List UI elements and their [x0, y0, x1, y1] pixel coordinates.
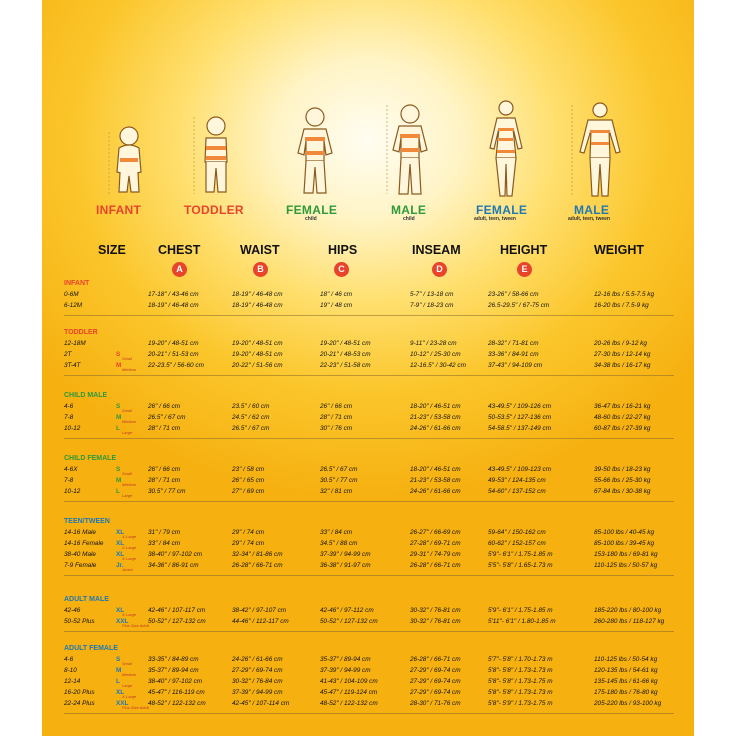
- table-row: [64, 477, 674, 488]
- cell-inseam: 28-30" / 71-76 cm: [410, 700, 461, 707]
- cell-inseam: 18-20" / 46-51 cm: [410, 403, 461, 410]
- cell-height: 5'9"- 6'1" / 1.75-1.85 m: [488, 551, 553, 558]
- table-row: [64, 414, 674, 425]
- table-row: [64, 667, 674, 678]
- cell-height: 5'8"- 5'8" / 1.73-1.73 m: [488, 667, 553, 674]
- infant-figure: [105, 122, 149, 197]
- cell-name: 2T: [64, 351, 72, 358]
- cell-waist: 23.5" / 60 cm: [232, 403, 270, 410]
- cell-size: M: [116, 362, 122, 369]
- cell-hips: 34.5" / 88 cm: [320, 540, 358, 547]
- cell-hips: 19-20" / 48-51 cm: [320, 340, 371, 347]
- table-row: [64, 291, 674, 302]
- cell-weight: 110-125 lbs / 50-54 kg: [594, 656, 658, 663]
- cell-name: 4-6: [64, 656, 74, 663]
- cell-sub: Medium: [122, 419, 137, 424]
- cell-chest: 33-35" / 84-89 cm: [148, 656, 199, 663]
- badge-height: E: [517, 262, 532, 277]
- cell-hips: 22-23" / 51-58 cm: [320, 362, 371, 369]
- cell-weight: 27-30 lbs / 12-14 kg: [594, 351, 651, 358]
- cell-name: 14-16 Female: [64, 540, 104, 547]
- section-divider: [64, 631, 674, 632]
- cell-name: 14-16 Male: [64, 529, 96, 536]
- cell-waist: 26.5" / 67 cm: [232, 425, 270, 432]
- cell-height: 28-32" / 71-81 cm: [488, 340, 539, 347]
- cell-weight: 205-220 lbs / 93-100 kg: [594, 700, 662, 707]
- table-row: [64, 656, 674, 667]
- cell-sub: Small: [122, 356, 133, 361]
- cell-waist: 26-28" / 66-71 cm: [232, 562, 283, 569]
- right-margin: [694, 0, 736, 736]
- cell-height: 54-60" / 137-152 cm: [488, 488, 546, 495]
- cell-size: XL: [116, 529, 125, 536]
- cell-height: 43-49.5" / 109-123 cm: [488, 466, 552, 473]
- cell-inseam: 21-23" / 53-58 cm: [410, 414, 461, 421]
- table-row: [64, 678, 674, 689]
- male-adult-figure: [568, 100, 624, 198]
- female-child-figure: [290, 105, 340, 197]
- cell-waist: 44-46" / 112-117 cm: [232, 618, 289, 625]
- cell-chest: 22-23.5" / 56-60 cm: [148, 362, 204, 369]
- cell-chest: 42-46" / 107-117 cm: [148, 607, 206, 614]
- cell-size: XL: [116, 540, 125, 547]
- cell-weight: 34-38 lbs / 16-17 kg: [594, 362, 651, 369]
- cell-waist: 26" / 65 cm: [232, 477, 265, 484]
- cell-name: 3T-4T: [64, 362, 81, 369]
- cell-sub: Medium: [122, 672, 137, 677]
- section-divider: [64, 713, 674, 714]
- male-child-figure: [383, 100, 433, 197]
- table-row: [64, 425, 674, 436]
- section-title: TODDLER: [64, 329, 98, 336]
- section-title: ADULT MALE: [64, 596, 109, 603]
- cell-height: 59-64" / 150-162 cm: [488, 529, 546, 536]
- cell-waist: 18-19" / 46-48 cm: [232, 302, 283, 309]
- cell-hips: 37-39" / 94-99 cm: [320, 667, 371, 674]
- cell-waist: 20-22" / 51-56 cm: [232, 362, 283, 369]
- cell-size: M: [116, 414, 122, 421]
- cell-chest: 33" / 84 cm: [148, 540, 181, 547]
- cell-size: L: [116, 488, 120, 495]
- cell-inseam: 26-28" / 66-71 cm: [410, 562, 461, 569]
- section-divider: [64, 315, 674, 316]
- cell-size: XXL: [116, 618, 129, 625]
- cell-chest: 19-20" / 48-51 cm: [148, 340, 199, 347]
- cell-weight: 85-100 lbs / 39-45 kg: [594, 540, 655, 547]
- cell-inseam: 27-29" / 69-74 cm: [410, 678, 461, 685]
- cell-sub: Medium: [122, 367, 137, 372]
- cell-inseam: 10-12" / 25-30 cm: [410, 351, 461, 358]
- cell-sub: Large: [122, 430, 133, 435]
- toddler-figure: [190, 112, 236, 197]
- cell-weight: 135-145 lbs / 61-66 kg: [594, 678, 658, 685]
- cell-height: 43-49.5" / 109-126 cm: [488, 403, 552, 410]
- figure-sub-male-child: child: [403, 216, 415, 222]
- section-title: CHILD FEMALE: [64, 455, 117, 462]
- cell-waist: 27-29" / 69-74 cm: [232, 667, 283, 674]
- cell-waist: 19-20" / 48-51 cm: [232, 351, 283, 358]
- cell-waist: 23" / 58 cm: [232, 466, 265, 473]
- cell-sub: Medium: [122, 482, 137, 487]
- cell-height: 5'11"- 6'1" / 1.80-1.85 m: [488, 618, 556, 625]
- cell-sub: X-Large: [122, 694, 137, 699]
- cell-sub: Large: [122, 683, 133, 688]
- cell-waist: 27" / 69 cm: [232, 488, 265, 495]
- cell-name: 10-12: [64, 488, 81, 495]
- cell-height: 23-26" / 58-66 cm: [488, 291, 539, 298]
- cell-hips: 26.5" / 67 cm: [320, 466, 358, 473]
- cell-height: 54-58.5" / 137-149 cm: [488, 425, 552, 432]
- figure-label-infant: INFANT: [96, 203, 142, 217]
- column-header-chest: CHEST: [158, 243, 201, 257]
- cell-height: 26.5-29.5" / 67-75 cm: [488, 302, 550, 309]
- cell-hips: 20-21" / 48-53 cm: [320, 351, 371, 358]
- cell-chest: 38-40" / 97-102 cm: [148, 551, 203, 558]
- table-row: [64, 607, 674, 618]
- cell-weight: 12-16 lbs / 5.5-7.5 kg: [594, 291, 655, 298]
- column-header-weight: WEIGHT: [594, 243, 644, 257]
- section-divider: [64, 375, 674, 376]
- cell-weight: 55-66 lbs / 25-30 kg: [594, 477, 651, 484]
- cell-sub: Plus Size Adult: [122, 705, 149, 710]
- cell-hips: 36-38" / 91-97 cm: [320, 562, 371, 569]
- cell-name: 7-8: [64, 477, 74, 484]
- cell-hips: 32" / 81 cm: [320, 488, 353, 495]
- cell-hips: 35-37" / 89-94 cm: [320, 656, 371, 663]
- cell-size: M: [116, 667, 122, 674]
- badge-chest: A: [172, 262, 187, 277]
- cell-inseam: 12-16.5" / 30-42 cm: [410, 362, 466, 369]
- cell-height: 5'8"- 5'9" / 1.73-1.75 m: [488, 700, 553, 707]
- cell-inseam: 21-23" / 53-58 cm: [410, 477, 461, 484]
- cell-sub: X-Large: [122, 612, 137, 617]
- cell-weight: 153-180 lbs / 69-81 kg: [594, 551, 658, 558]
- cell-inseam: 5-7" / 13-18 cm: [410, 291, 454, 298]
- cell-weight: 60-87 lbs / 27-39 kg: [594, 425, 651, 432]
- section-title: TEEN/TWEEN: [64, 518, 110, 525]
- cell-chest: 31" / 79 cm: [148, 529, 181, 536]
- cell-inseam: 7-9" / 18-23 cm: [410, 302, 454, 309]
- cell-weight: 175-180 lbs / 76-80 kg: [594, 689, 658, 696]
- cell-chest: 34-36" / 86-91 cm: [148, 562, 199, 569]
- cell-waist: 29" / 74 cm: [232, 529, 265, 536]
- cell-chest: 20-21" / 51-53 cm: [148, 351, 199, 358]
- cell-sub: X-Large: [122, 556, 137, 561]
- cell-size: S: [116, 466, 121, 473]
- table-row: [64, 302, 674, 313]
- cell-size: XL: [116, 607, 125, 614]
- cell-chest: 35-37" / 89-94 cm: [148, 667, 199, 674]
- cell-hips: 19" / 48 cm: [320, 302, 353, 309]
- table-row: [64, 340, 674, 351]
- cell-chest: 18-19" / 46-48 cm: [148, 302, 199, 309]
- table-row: [64, 488, 674, 499]
- cell-size: L: [116, 425, 120, 432]
- badge-inseam: D: [432, 262, 447, 277]
- cell-name: 16-20 Plus: [64, 689, 95, 696]
- cell-size: Jr.: [116, 562, 124, 569]
- cell-waist: 30-32" / 76-84 cm: [232, 678, 283, 685]
- cell-chest: 26" / 66 cm: [148, 403, 181, 410]
- cell-inseam: 9-11" / 23-28 cm: [410, 340, 457, 347]
- cell-sub: X-Large: [122, 545, 137, 550]
- cell-height: 49-53" / 124-135 cm: [488, 477, 546, 484]
- cell-waist: 42-45" / 107-114 cm: [232, 700, 290, 707]
- section-title: CHILD MALE: [64, 392, 108, 399]
- figure-sub-male-adult: adult, teen, tween: [568, 216, 610, 222]
- table-row: [64, 403, 674, 414]
- cell-name: 7-8: [64, 414, 74, 421]
- cell-weight: 20-26 lbs / 9-12 kg: [594, 340, 647, 347]
- badge-waist: B: [253, 262, 268, 277]
- cell-size: S: [116, 656, 121, 663]
- section-divider: [64, 501, 674, 502]
- table-row: [64, 540, 674, 551]
- section-title: ADULT FEMALE: [64, 645, 118, 652]
- table-row: [64, 529, 674, 540]
- cell-height: 5'8"- 5'8" / 1.73-1.73 m: [488, 689, 553, 696]
- cell-weight: 120-135 lbs / 54-61 kg: [594, 667, 658, 674]
- cell-chest: 26.5" / 67 cm: [148, 414, 186, 421]
- cell-chest: 28" / 71 cm: [148, 477, 181, 484]
- table-row: [64, 700, 674, 711]
- cell-size: S: [116, 351, 121, 358]
- cell-sub: Small: [122, 471, 133, 476]
- cell-waist: 18-19" / 46-48 cm: [232, 291, 283, 298]
- cell-inseam: 26-28" / 66-71 cm: [410, 656, 461, 663]
- cell-name: 4-6: [64, 403, 74, 410]
- cell-sub: X-Large: [122, 534, 137, 539]
- cell-hips: 37-39" / 94-99 cm: [320, 551, 371, 558]
- section-divider: [64, 438, 674, 439]
- cell-weight: 16-20 lbs / 7.5-9 kg: [594, 302, 649, 309]
- cell-chest: 30.5" / 77 cm: [148, 488, 186, 495]
- cell-height: 5'5"- 5'8" / 1.65-1.73 m: [488, 562, 553, 569]
- cell-waist: 37-39" / 94-99 cm: [232, 689, 283, 696]
- cell-name: 12-18M: [64, 340, 86, 347]
- cell-hips: 50-52" / 127-132 cm: [320, 618, 378, 625]
- cell-hips: 45-47" / 119-124 cm: [320, 689, 378, 696]
- cell-name: 0-6M: [64, 291, 79, 298]
- column-header-inseam: INSEAM: [412, 243, 461, 257]
- table-row: [64, 551, 674, 562]
- female-adult-figure: [478, 98, 532, 198]
- cell-sub: Small: [122, 661, 133, 666]
- column-header-hips: HIPS: [328, 243, 358, 257]
- cell-sub: Plus Size Adult: [122, 623, 149, 628]
- figure-label-female-child: FEMALE: [286, 203, 338, 217]
- cell-name: 10-12: [64, 425, 81, 432]
- cell-size: XL: [116, 689, 125, 696]
- cell-hips: 48-52" / 122-132 cm: [320, 700, 378, 707]
- cell-inseam: 27-29" / 69-74 cm: [410, 667, 461, 674]
- figure-label-male-adult: MALE: [574, 203, 610, 217]
- cell-chest: 17-18" / 43-46 cm: [148, 291, 199, 298]
- cell-inseam: 29-31" / 74-79 cm: [410, 551, 461, 558]
- cell-height: 37-43" / 94-109 cm: [488, 362, 543, 369]
- cell-inseam: 30-32" / 76-81 cm: [410, 607, 461, 614]
- cell-weight: 85-100 lbs / 40-45 kg: [594, 529, 655, 536]
- table-row: [64, 466, 674, 477]
- table-row: [64, 351, 674, 362]
- cell-name: 7-9 Female: [64, 562, 97, 569]
- cell-inseam: 24-26" / 61-66 cm: [410, 425, 461, 432]
- cell-chest: 48-52" / 122-132 cm: [148, 700, 206, 707]
- cell-size: S: [116, 403, 121, 410]
- table-row: [64, 618, 674, 629]
- cell-sub: Small: [122, 408, 133, 413]
- cell-name: 42-46: [64, 607, 81, 614]
- column-header-height: HEIGHT: [500, 243, 548, 257]
- column-header-size: SIZE: [98, 243, 126, 257]
- cell-size: L: [116, 678, 120, 685]
- figure-sub-female-adult: adult, teen, tween: [474, 216, 516, 222]
- cell-hips: 18" / 46 cm: [320, 291, 353, 298]
- figure-label-male-child: MALE: [391, 203, 427, 217]
- cell-height: 33-36" / 84-91 cm: [488, 351, 539, 358]
- cell-weight: 260-280 lbs / 118-127 kg: [594, 618, 665, 625]
- cell-hips: 33" / 84 cm: [320, 529, 353, 536]
- section-divider: [64, 575, 674, 576]
- cell-chest: 38-40" / 97-102 cm: [148, 678, 203, 685]
- cell-waist: 38-42" / 97-107 cm: [232, 607, 287, 614]
- cell-inseam: 27-29" / 69-74 cm: [410, 689, 461, 696]
- badge-hips: C: [334, 262, 349, 277]
- cell-name: 4-6X: [64, 466, 78, 473]
- cell-hips: 41-43" / 104-109 cm: [320, 678, 378, 685]
- cell-name: 6-12M: [64, 302, 83, 309]
- cell-inseam: 30-32" / 76-81 cm: [410, 618, 461, 625]
- cell-name: 22-24 Plus: [64, 700, 95, 707]
- cell-chest: 26" / 66 cm: [148, 466, 181, 473]
- column-header-waist: WAIST: [240, 243, 280, 257]
- cell-inseam: 24-26" / 61-66 cm: [410, 488, 461, 495]
- cell-chest: 28" / 71 cm: [148, 425, 181, 432]
- cell-name: 38-40 Male: [64, 551, 96, 558]
- cell-waist: 19-20" / 48-51 cm: [232, 340, 283, 347]
- cell-name: 12-14: [64, 678, 81, 685]
- cell-name: 8-10: [64, 667, 77, 674]
- cell-weight: 36-47 lbs / 16-21 kg: [594, 403, 651, 410]
- cell-waist: 29" / 74 cm: [232, 540, 265, 547]
- cell-weight: 185-220 lbs / 80-100 kg: [594, 607, 662, 614]
- cell-inseam: 18-20" / 46-51 cm: [410, 466, 461, 473]
- cell-weight: 67-84 lbs / 30-38 kg: [594, 488, 651, 495]
- figure-sub-female-child: child: [305, 216, 317, 222]
- cell-height: 60-62" / 152-157 cm: [488, 540, 546, 547]
- cell-weight: 39-50 lbs / 18-23 kg: [594, 466, 651, 473]
- cell-hips: 30" / 76 cm: [320, 425, 353, 432]
- cell-hips: 26" / 66 cm: [320, 403, 353, 410]
- cell-weight: 110-125 lbs / 50-57 kg: [594, 562, 658, 569]
- cell-hips: 30.5" / 77 cm: [320, 477, 358, 484]
- section-title: INFANT: [64, 280, 90, 287]
- cell-waist: 24.5" / 62 cm: [232, 414, 270, 421]
- table-row: [64, 562, 674, 573]
- cell-height: 5'7"- 5'8" / 1.70-1.73 m: [488, 656, 553, 663]
- cell-height: 5'9"- 6'1" / 1.75-1.85 m: [488, 607, 553, 614]
- cell-size: XXL: [116, 700, 129, 707]
- cell-hips: 42-46" / 97-112 cm: [320, 607, 374, 614]
- cell-inseam: 26-27" / 66-69 cm: [410, 529, 461, 536]
- cell-waist: 24-26" / 61-66 cm: [232, 656, 283, 663]
- cell-height: 5'8"- 5'8" / 1.73-1.75 m: [488, 678, 553, 685]
- cell-sub: Large: [122, 493, 133, 498]
- cell-sub: Junior: [122, 567, 133, 572]
- cell-chest: 50-52" / 127-132 cm: [148, 618, 206, 625]
- cell-name: 50-52 Plus: [64, 618, 95, 625]
- cell-weight: 48-60 lbs / 22-27 kg: [594, 414, 651, 421]
- left-margin: [0, 0, 42, 736]
- cell-chest: 45-47" / 116-119 cm: [148, 689, 205, 696]
- cell-waist: 32-34" / 81-86 cm: [232, 551, 283, 558]
- table-row: [64, 362, 674, 373]
- cell-height: 50-53.5" / 127-136 cm: [488, 414, 552, 421]
- table-row: [64, 689, 674, 700]
- cell-inseam: 27-28" / 69-71 cm: [410, 540, 461, 547]
- cell-size: XL: [116, 551, 125, 558]
- cell-size: M: [116, 477, 122, 484]
- figure-label-female-adult: FEMALE: [476, 203, 528, 217]
- cell-hips: 28" / 71 cm: [320, 414, 353, 421]
- figure-label-toddler: TODDLER: [184, 203, 244, 217]
